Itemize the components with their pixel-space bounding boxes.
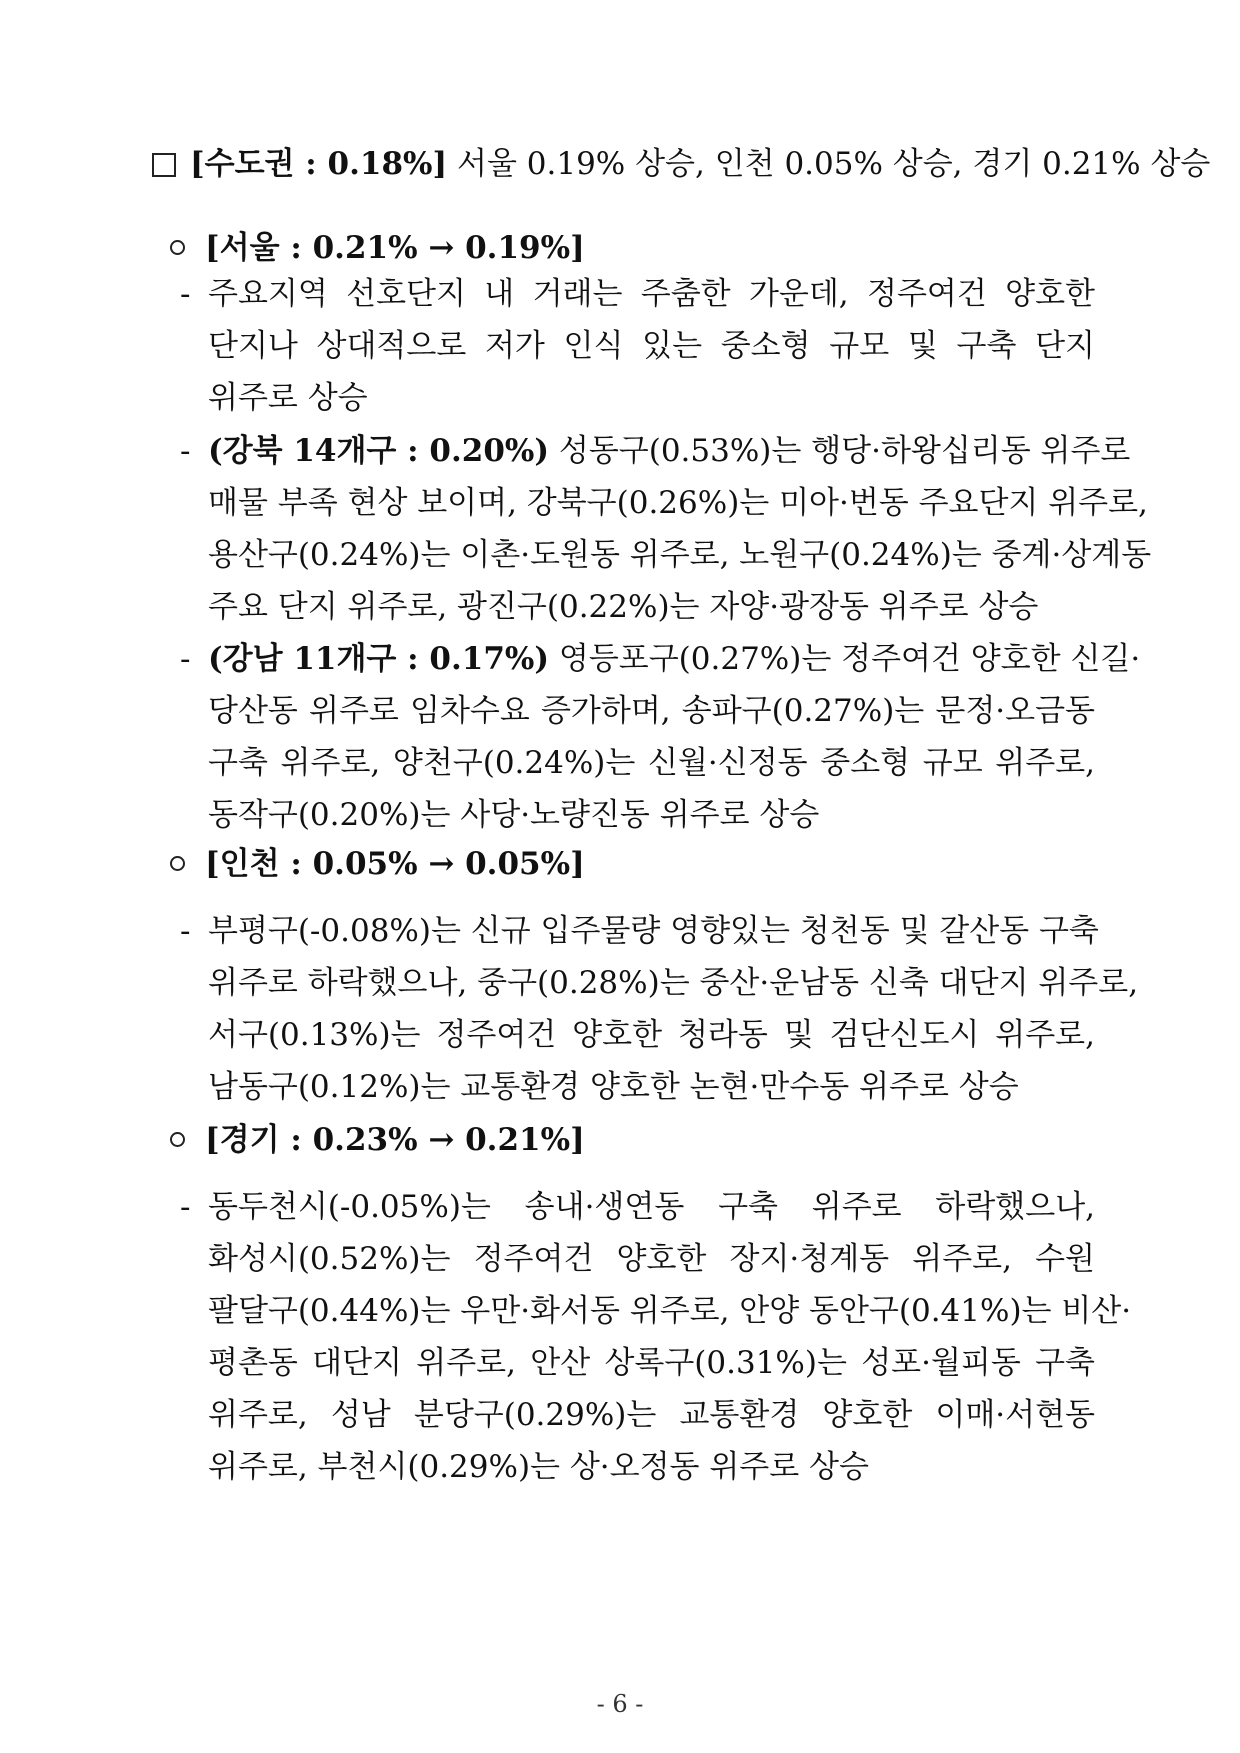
- section-title-text: [서울 : 0.21% → 0.19%]: [205, 230, 585, 266]
- paragraph-line: 용산구(0.24%)는 이촌·도원동 위주로, 노원구(0.24%)는 중계·상계동: [208, 537, 1152, 573]
- paragraph-line: 당산동 위주로 임차수요 증가하며, 송파구(0.27%)는 문정·오금동: [208, 693, 1095, 729]
- paragraph-line: 화성시(0.52%)는 정주여건 양호한 장지·청계동 위주로, 수원: [208, 1241, 1095, 1277]
- section-title-text: [경기 : 0.23% → 0.21%]: [205, 1122, 585, 1158]
- paragraph-line: 주요지역 선호단지 내 거래는 주춤한 가운데, 정주여건 양호한: [208, 276, 1095, 312]
- paragraph-line: 평촌동 대단지 위주로, 안산 상록구(0.31%)는 성포·월피동 구축: [208, 1345, 1095, 1381]
- paragraph-line: 주요 단지 위주로, 광진구(0.22%)는 자양·광장동 위주로 상승: [208, 589, 1039, 625]
- paragraph-incheon: [180, 905, 1139, 1113]
- circle-bullet-icon: [170, 240, 185, 255]
- paragraph-gyeonggi: [180, 1181, 1132, 1493]
- paragraph-line: 서구(0.13%)는 정주여건 양호한 청라동 및 검단신도시 위주로,: [208, 1017, 1095, 1053]
- paragraph-line: 부평구(-0.08%)는 신규 입주물량 영향있는 청천동 및 갈산동 구축: [208, 913, 1099, 949]
- paragraph-line: 영등포구(0.27%)는 정주여건 양호한 신길·: [549, 641, 1141, 677]
- circle-bullet-icon: [170, 856, 185, 871]
- section-title-text: [인천 : 0.05% → 0.05%]: [205, 846, 585, 882]
- paragraph-line: 위주로 하락했으나, 중구(0.28%)는 중산·운남동 신축 대단지 위주로,: [208, 965, 1139, 1001]
- paragraph-line: 팔달구(0.44%)는 우만·화서동 위주로, 안양 동안구(0.41%)는 비산·: [208, 1293, 1132, 1329]
- section-title-gyeonggi: [170, 1120, 1090, 1160]
- page-number: - 6 -: [596, 1690, 644, 1718]
- paragraph-line: 구축 위주로, 양천구(0.24%)는 신월·신정동 중소형 규모 위주로,: [208, 745, 1095, 781]
- section-title-incheon: [170, 844, 1090, 884]
- paragraph-gangbuk: [180, 425, 1152, 633]
- paragraph-line: 성동구(0.53%)는 행당·하왕십리동 위주로: [549, 433, 1131, 469]
- heading-summary: 서울 0.19% 상승, 인천 0.05% 상승, 경기 0.21% 상승: [447, 146, 1211, 182]
- checkbox-square-icon: [152, 153, 176, 177]
- paragraph-lead: (강남 11개구 : 0.17%): [208, 641, 550, 677]
- dash-bullet: -: [180, 1189, 191, 1225]
- dash-bullet: -: [180, 641, 191, 677]
- paragraph-line: 남동구(0.12%)는 교통환경 양호한 논현·만수동 위주로 상승: [208, 1069, 1019, 1105]
- paragraph-lead: (강북 14개구 : 0.20%): [208, 433, 550, 469]
- paragraph-line: 동두천시(-0.05%)는 송내·생연동 구축 위주로 하락했으나,: [208, 1189, 1095, 1225]
- section-title-seoul: [170, 228, 1090, 268]
- paragraph-line: 위주로, 부천시(0.29%)는 상·오정동 위주로 상승: [208, 1449, 869, 1485]
- region-heading: [152, 144, 1211, 184]
- paragraph-line: 매물 부족 현상 보이며, 강북구(0.26%)는 미아·번동 주요단지 위주로,: [208, 485, 1148, 521]
- dash-bullet: -: [180, 276, 191, 312]
- heading-label: [수도권 : 0.18%]: [190, 146, 448, 182]
- paragraph-gangnam: [180, 633, 1141, 841]
- paragraph-line: 위주로, 성남 분당구(0.29%)는 교통환경 양호한 이매·서현동: [208, 1397, 1095, 1433]
- paragraph-line: 위주로 상승: [208, 380, 368, 416]
- paragraph-line: 단지나 상대적으로 저가 인식 있는 중소형 규모 및 구축 단지: [208, 328, 1095, 364]
- circle-bullet-icon: [170, 1132, 185, 1147]
- dash-bullet: -: [180, 433, 191, 469]
- paragraph-seoul-summary: [180, 268, 1095, 424]
- dash-bullet: -: [180, 913, 191, 949]
- paragraph-line: 동작구(0.20%)는 사당·노량진동 위주로 상승: [208, 797, 820, 833]
